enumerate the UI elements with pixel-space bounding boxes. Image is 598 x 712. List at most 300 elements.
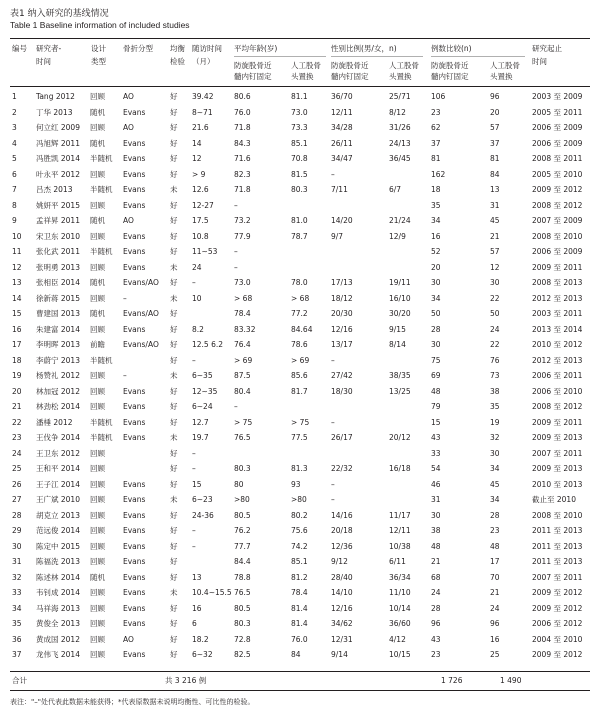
header-fracture: 骨折分型	[123, 44, 153, 53]
cell-design: 回顾	[90, 324, 105, 334]
cell-fracture: Evans	[123, 200, 146, 210]
table-row	[10, 523, 590, 538]
cell-study: 范远俊 2014	[36, 526, 80, 535]
cell-cases-hip: 28	[490, 510, 500, 520]
table-row	[10, 260, 590, 275]
cell-cases-hip: 19	[490, 417, 500, 427]
cell-followup: –	[192, 526, 196, 535]
cell-period: 2004 至 2010	[532, 634, 583, 644]
cell-cases-pfna: 23	[431, 650, 441, 659]
cell-followup: 12	[192, 154, 202, 163]
cell-age-pfna: 84.3	[234, 138, 251, 148]
header-age-pfna-2: 髓内钉固定	[234, 72, 272, 81]
cell-balance: 好	[170, 138, 178, 148]
cell-age-hip: 84	[291, 650, 301, 659]
table-row	[10, 415, 590, 430]
cell-sex-hip: 36/60	[389, 619, 411, 628]
cell-no: 35	[12, 619, 22, 628]
cell-fracture: Evans	[123, 557, 146, 566]
cell-followup: 15	[192, 479, 202, 489]
cell-cases-hip: 84	[490, 169, 500, 179]
cell-period: 2007 至 2011	[532, 448, 583, 458]
cell-fracture: Evans	[123, 510, 146, 520]
cell-sex-pfna: 20/30	[331, 309, 353, 318]
cell-fracture: –	[123, 371, 127, 380]
header-sex-rule	[331, 56, 423, 57]
cell-age-pfna: –	[234, 402, 238, 411]
cell-fracture: Evans	[123, 619, 146, 628]
cell-sex-pfna: 12/16	[331, 324, 353, 334]
header-cases-hip: 人工股骨	[490, 61, 520, 70]
cell-period: 2009 至 2012	[532, 650, 583, 659]
cell-no: 14	[12, 293, 22, 303]
cell-fracture: Evans	[123, 386, 146, 396]
cell-study: 王广斌 2010	[36, 495, 80, 504]
cell-balance: 好	[170, 619, 178, 628]
cell-balance: 未	[170, 185, 178, 194]
cell-cases-pfna: 38	[431, 526, 441, 535]
cell-fracture: Evans	[123, 262, 146, 272]
table-row	[10, 368, 590, 383]
cell-design: 半随机	[90, 247, 113, 256]
cell-cases-pfna: 30	[431, 510, 441, 520]
cell-sex-pfna: 20/18	[331, 526, 353, 535]
cell-sex-pfna: 26/17	[331, 433, 353, 442]
cell-design: 随机	[90, 138, 105, 148]
cell-study: 孟祥昇 2011	[36, 216, 80, 225]
cell-no: 34	[12, 603, 22, 613]
cell-no: 7	[12, 185, 17, 194]
cell-cases-pfna: 50	[431, 309, 441, 318]
cell-period: 2006 至 2009	[532, 247, 583, 256]
cell-cases-pfna: 34	[431, 216, 441, 225]
cell-fracture: AO	[123, 634, 134, 644]
cell-cases-pfna: 28	[431, 324, 441, 334]
cell-design: 前瞻	[90, 340, 105, 349]
cell-sex-pfna: 14/16	[331, 510, 353, 520]
cell-period: 2009 至 2011	[532, 262, 583, 272]
cell-balance: 好	[170, 386, 178, 396]
cell-age-pfna: 73.2	[234, 216, 251, 225]
cell-cases-hip: 12	[490, 262, 500, 272]
cell-no: 8	[12, 200, 17, 210]
cell-balance: 好	[170, 650, 178, 659]
cell-followup: 10.4~15.5	[192, 588, 232, 597]
header-no: 编号	[12, 44, 27, 53]
cell-followup: 21.6	[192, 123, 209, 132]
cell-cases-pfna: 62	[431, 123, 441, 132]
cell-followup: 8~71	[192, 107, 213, 117]
cell-age-hip: 81.2	[291, 572, 308, 582]
cell-no: 2	[12, 107, 17, 117]
table-row	[10, 554, 590, 569]
cell-age-hip: 93	[291, 479, 301, 489]
cell-fracture: AO	[123, 92, 134, 101]
cell-age-hip: >80	[291, 495, 307, 504]
cell-fracture: Evans	[123, 417, 146, 427]
cell-cases-pfna: 106	[431, 92, 446, 101]
table-row	[10, 136, 590, 151]
table-caption-zh: 表1 纳入研究的基线情况	[10, 9, 109, 19]
cell-sex-hip: 10/15	[389, 650, 411, 659]
cell-followup: 12.5 6.2	[192, 340, 224, 349]
cell-period: 2010 至 2012	[532, 340, 583, 349]
cell-period: 2008 至 2012	[532, 402, 583, 411]
cell-no: 4	[12, 138, 17, 148]
cell-sex-pfna: 12/11	[331, 107, 353, 117]
cell-cases-hip: 21	[490, 588, 500, 597]
cell-cases-hip: 34	[490, 464, 500, 473]
cell-cases-pfna: 48	[431, 386, 441, 396]
header-sex: 性别比例(男/女，n)	[331, 44, 397, 53]
cell-balance: 好	[170, 154, 178, 163]
cell-balance: 好	[170, 340, 178, 349]
cell-study: 朱建富 2014	[36, 324, 80, 334]
cell-followup: 19.7	[192, 433, 209, 442]
cell-cases-pfna: 162	[431, 169, 446, 179]
cell-period: 2009 至 2012	[532, 185, 583, 194]
cell-design: 随机	[90, 278, 105, 287]
cell-age-pfna: 82.5	[234, 650, 251, 659]
cell-study: 徐新蒋 2015	[36, 293, 80, 303]
cell-study: 张明勇 2013	[36, 262, 80, 272]
cell-age-hip: 78.4	[291, 588, 308, 597]
cell-age-pfna: 80.3	[234, 619, 251, 628]
cell-sex-pfna: 27/42	[331, 371, 353, 380]
cell-no: 23	[12, 433, 22, 442]
cell-cases-pfna: 34	[431, 293, 441, 303]
cell-design: 回顾	[90, 557, 105, 566]
cell-design: 回顾	[90, 634, 105, 644]
cell-no: 19	[12, 371, 22, 380]
header-cases-rule	[431, 56, 525, 57]
cell-sex-pfna: 12/16	[331, 603, 353, 613]
cell-followup: 39.42	[192, 92, 214, 101]
cell-cases-pfna: 68	[431, 572, 441, 582]
cell-followup: 14	[192, 138, 202, 148]
cell-cases-hip: 38	[490, 386, 500, 396]
cell-fracture: Evans	[123, 107, 146, 117]
table-row	[10, 151, 590, 166]
cell-period: 2005 至 2010	[532, 169, 583, 179]
cell-sex-pfna: 13/17	[331, 340, 353, 349]
cell-age-pfna: 80.4	[234, 386, 251, 396]
cell-cases-hip: 31	[490, 200, 500, 210]
cell-cases-pfna: 43	[431, 433, 441, 442]
cell-no: 21	[12, 402, 22, 411]
cell-design: 回顾	[90, 92, 105, 101]
table-row	[10, 508, 590, 523]
cell-sex-pfna: 17/13	[331, 278, 353, 287]
cell-sex-hip: 12/11	[389, 526, 411, 535]
table-row	[10, 601, 590, 616]
cell-cases-pfna: 96	[431, 619, 441, 628]
cell-cases-hip: 25	[490, 650, 500, 659]
cell-balance: 好	[170, 464, 178, 473]
header-period: 研究起止	[532, 44, 562, 53]
cell-balance: 未	[170, 495, 178, 504]
cell-sex-hip: 11/17	[389, 510, 411, 520]
cell-fracture: Evans	[123, 402, 146, 411]
cell-followup: 24	[192, 262, 202, 272]
cell-study: 丁华 2013	[36, 107, 73, 117]
cell-design: 随机	[90, 107, 105, 117]
cell-period: 2009 至 2013	[532, 433, 583, 442]
cell-cases-pfna: 43	[431, 634, 441, 644]
cell-age-hip: 77.5	[291, 433, 308, 442]
cell-cases-pfna: 79	[431, 402, 441, 411]
cell-balance: 未	[170, 433, 178, 442]
cell-cases-hip: 24	[490, 324, 500, 334]
cell-followup: –	[192, 541, 196, 551]
cell-sex-hip: 20/12	[389, 433, 411, 442]
cell-design: 回顾	[90, 123, 105, 132]
cell-study: 韦钊成 2014	[36, 588, 80, 597]
cell-no: 17	[12, 340, 22, 349]
cell-balance: 好	[170, 169, 178, 179]
cell-age-pfna: 80.3	[234, 464, 251, 473]
cell-cases-hip: 48	[490, 541, 500, 551]
header-age: 平均年龄(岁)	[234, 44, 278, 53]
cell-fracture: Evans	[123, 650, 146, 659]
cell-design: 回顾	[90, 169, 105, 179]
cell-age-pfna: 76.2	[234, 526, 251, 535]
cell-cases-pfna: 30	[431, 340, 441, 349]
cell-followup: 6	[192, 619, 197, 628]
cell-cases-hip: 21	[490, 231, 500, 241]
table-row	[10, 647, 590, 662]
cell-age-pfna: 80.5	[234, 603, 251, 613]
cell-cases-hip: 13	[490, 185, 500, 194]
cell-age-pfna: 80.5	[234, 510, 251, 520]
cell-balance: 好	[170, 200, 178, 210]
cell-cases-hip: 45	[490, 479, 500, 489]
cell-period: 2006 至 2011	[532, 371, 583, 380]
cell-age-pfna: –	[234, 262, 238, 272]
cell-cases-hip: 73	[490, 371, 500, 380]
cell-sex-pfna: –	[331, 495, 335, 504]
header-design: 设计	[91, 44, 106, 53]
cell-age-pfna: 76.0	[234, 107, 251, 117]
table-bottom-rule	[10, 690, 590, 691]
cell-followup: 6~32	[192, 650, 213, 659]
cell-design: 回顾	[90, 200, 105, 210]
cell-cases-hip: 24	[490, 603, 500, 613]
cell-sex-pfna: 9/12	[331, 557, 348, 566]
cell-sex-hip: 24/13	[389, 138, 411, 148]
cell-study: 李蔚宁 2013	[36, 355, 80, 365]
cell-cases-hip: 34	[490, 495, 500, 504]
cell-no: 37	[12, 650, 22, 659]
cell-design: 随机	[90, 216, 105, 225]
cell-age-hip: 85.6	[291, 371, 308, 380]
cell-fracture: Evans	[123, 154, 146, 163]
cell-age-hip: > 68	[291, 293, 310, 303]
cell-followup: 12~35	[192, 386, 218, 396]
cell-design: 半随机	[90, 185, 113, 194]
table-row	[10, 244, 590, 259]
cell-design: 回顾	[90, 526, 105, 535]
cell-design: 回顾	[90, 588, 105, 597]
cell-study: Tang 2012	[36, 92, 75, 101]
cell-balance: 好	[170, 309, 178, 318]
cell-period: 2003 至 2011	[532, 309, 583, 318]
cell-design: 回顾	[90, 293, 105, 303]
cell-period: 2008 至 2010	[532, 510, 583, 520]
cell-no: 10	[12, 231, 22, 241]
cell-study: 吕杰 2013	[36, 185, 73, 194]
cell-cases-hip: 30	[490, 278, 500, 287]
cell-followup: 8.2	[192, 324, 204, 334]
cell-period: 2006 至 2012	[532, 619, 583, 628]
cell-cases-hip: 23	[490, 526, 500, 535]
cell-design: 回顾	[90, 448, 105, 458]
cell-sex-pfna: 34/47	[331, 154, 353, 163]
cell-balance: 好	[170, 216, 178, 225]
cell-followup: 12.7	[192, 417, 209, 427]
cell-period: 2012 至 2013	[532, 355, 583, 365]
cell-period: 2007 至 2009	[532, 216, 583, 225]
header-balance-2: 检验	[170, 57, 185, 66]
cell-age-hip: 78.0	[291, 278, 308, 287]
cell-sex-pfna: 26/11	[331, 138, 353, 148]
cell-no: 12	[12, 262, 22, 272]
cell-no: 16	[12, 324, 22, 334]
cell-age-pfna: > 75	[234, 417, 253, 427]
cell-followup: 6~24	[192, 402, 213, 411]
table-row	[10, 353, 590, 368]
cell-no: 3	[12, 123, 17, 132]
header-sex-hip: 人工股骨	[389, 61, 419, 70]
header-balance: 均衡	[170, 44, 185, 53]
cell-cases-pfna: 37	[431, 138, 441, 148]
header-cases-pfna-2: 髓内钉固定	[431, 72, 469, 81]
cell-balance: 好	[170, 278, 178, 287]
cell-balance: 好	[170, 510, 178, 520]
header-cases: 例数比较(n)	[431, 44, 472, 53]
cell-period: 2005 至 2011	[532, 107, 583, 117]
cell-followup: 12.6	[192, 185, 209, 194]
cell-age-pfna: 76.5	[234, 433, 251, 442]
cell-no: 11	[12, 247, 22, 256]
cell-balance: 好	[170, 355, 178, 365]
table-row	[10, 120, 590, 135]
cell-design: 回顾	[90, 231, 105, 241]
cell-age-hip: 85.1	[291, 557, 308, 566]
cell-no: 36	[12, 634, 22, 644]
cell-age-pfna: 76.4	[234, 340, 251, 349]
cell-design: 回顾	[90, 371, 105, 380]
table-row	[10, 275, 590, 290]
cell-balance: 好	[170, 572, 178, 582]
cell-design: 回顾	[90, 464, 105, 473]
cell-sex-hip: 9/15	[389, 324, 406, 334]
cell-cases-pfna: 23	[431, 107, 441, 117]
total-hip: 1 490	[500, 676, 522, 685]
table-row	[10, 446, 590, 461]
cell-followup: 13	[192, 572, 202, 582]
cell-design: 半随机	[90, 433, 113, 442]
cell-no: 27	[12, 495, 22, 504]
cell-balance: 好	[170, 247, 178, 256]
cell-design: 半随机	[90, 417, 113, 427]
header-age-hip: 人工股骨	[291, 61, 321, 70]
header-cases-hip-2: 头置换	[490, 72, 513, 81]
cell-age-pfna: 77.7	[234, 541, 251, 551]
cell-design: 回顾	[90, 402, 105, 411]
cell-study: 胡克立 2013	[36, 510, 80, 520]
cell-age-pfna: 82.3	[234, 169, 251, 179]
cell-balance: 好	[170, 324, 178, 334]
cell-sex-hip: 19/11	[389, 278, 411, 287]
cell-no: 1	[12, 92, 17, 101]
cell-period: 2011 至 2013	[532, 541, 583, 551]
header-age-hip-2: 头置换	[291, 72, 314, 81]
cell-age-hip: 81.1	[291, 92, 308, 101]
cell-cases-pfna: 54	[431, 464, 441, 473]
cell-followup: 18.2	[192, 634, 209, 644]
cell-period: 2008 至 2013	[532, 278, 583, 287]
cell-sex-pfna: 14/10	[331, 588, 353, 597]
table-row	[10, 167, 590, 182]
cell-study: 王和平 2014	[36, 464, 80, 473]
header-design-2: 类型	[91, 57, 106, 66]
cell-balance: 好	[170, 417, 178, 427]
cell-age-pfna: 80	[234, 479, 244, 489]
cell-fracture: Evans	[123, 603, 146, 613]
cell-age-pfna: 73.0	[234, 278, 251, 287]
cell-followup: 12-27	[192, 200, 214, 210]
cell-cases-pfna: 69	[431, 371, 441, 380]
table-total-rule	[10, 671, 590, 672]
cell-no: 22	[12, 417, 22, 427]
cell-cases-hip: 30	[490, 448, 500, 458]
cell-period: 2007 至 2011	[532, 572, 583, 582]
cell-cases-pfna: 21	[431, 557, 441, 566]
table-row	[10, 477, 590, 492]
cell-period: 2010 至 2013	[532, 479, 583, 489]
cell-study: 张相臣 2014	[36, 278, 80, 287]
cell-age-hip: 84.64	[291, 324, 313, 334]
table-row	[10, 461, 590, 476]
cell-study: 林加冠 2012	[36, 386, 80, 396]
cell-age-pfna: 78.8	[234, 572, 251, 582]
header-sex-hip-2: 头置换	[389, 72, 412, 81]
table-row	[10, 89, 590, 104]
cell-no: 6	[12, 169, 17, 179]
cell-fracture: –	[123, 293, 127, 303]
cell-sex-pfna: 22/32	[331, 464, 353, 473]
cell-cases-pfna: 33	[431, 448, 441, 458]
cell-no: 9	[12, 216, 17, 225]
table-header-rule	[10, 86, 590, 87]
cell-followup: > 9	[192, 169, 206, 179]
cell-no: 32	[12, 572, 22, 582]
table-row	[10, 322, 590, 337]
cell-study: 何立红 2009	[36, 123, 80, 132]
header-cases-pfna: 防旋股骨近	[431, 61, 469, 70]
cell-cases-hip: 57	[490, 247, 500, 256]
cell-cases-pfna: 75	[431, 355, 441, 365]
cell-study: 曹建国 2013	[36, 309, 80, 318]
cell-cases-hip: 96	[490, 619, 500, 628]
cell-sex-pfna: –	[331, 479, 335, 489]
cell-period: 2012 至 2013	[532, 293, 583, 303]
cell-cases-pfna: 35	[431, 200, 441, 210]
cell-study: 王卫东 2012	[36, 448, 80, 458]
cell-study: 张化武 2011	[36, 247, 80, 256]
cell-period: 2009 至 2012	[532, 603, 583, 613]
